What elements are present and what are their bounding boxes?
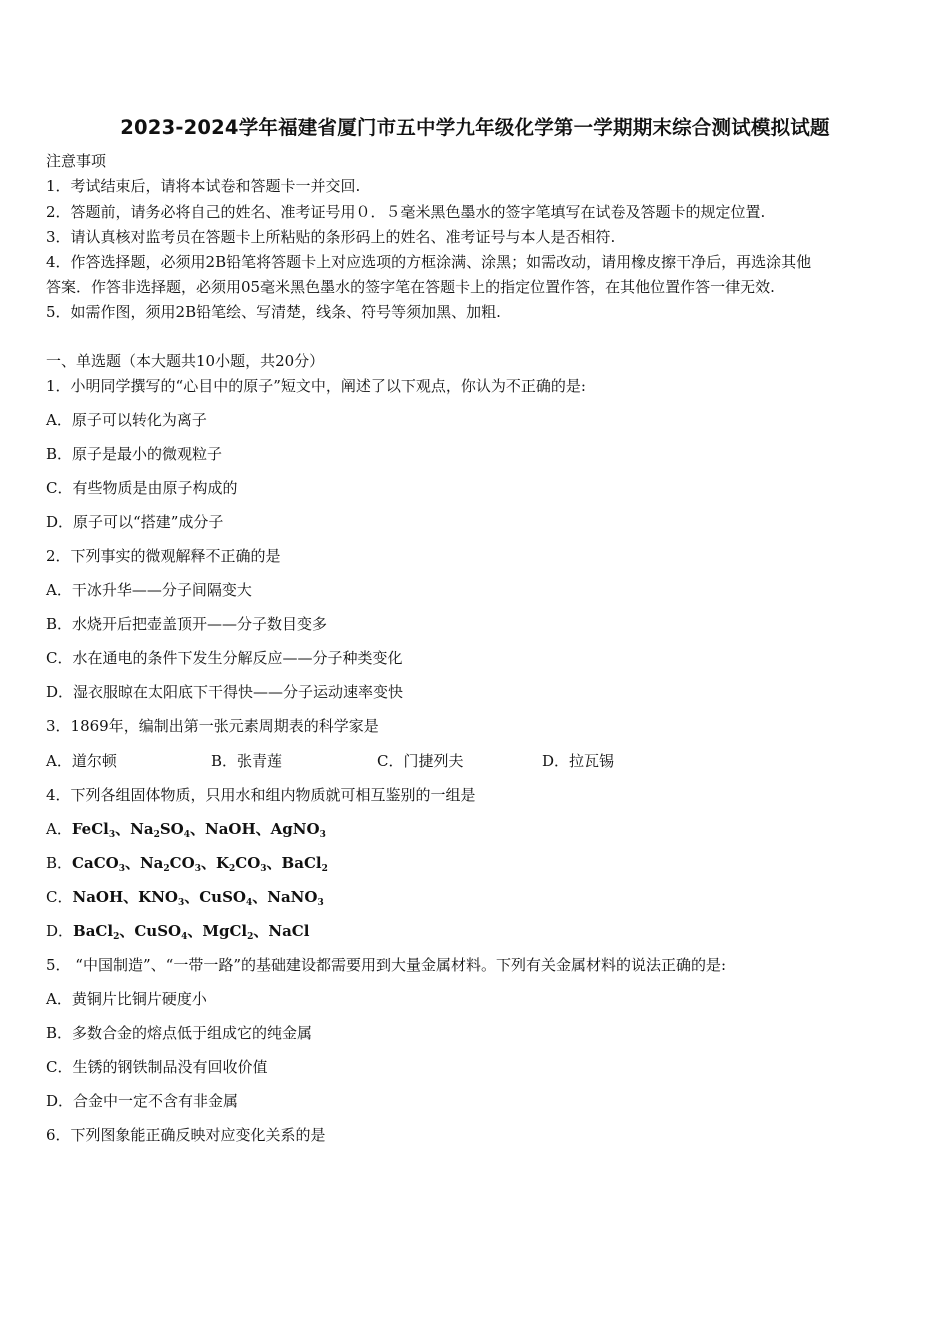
formula-text: FeCl [71, 820, 109, 838]
question-2-option-b: B．水烧开后把壶盖顶开——分子数目变多 [46, 615, 328, 633]
question-3-option-b: B．张青莲 [211, 752, 283, 770]
formula-text: BaCl [73, 922, 114, 940]
formula-subscript: 2 [229, 864, 236, 874]
formula-text: SO [159, 820, 184, 838]
question-3-option-d: D．拉瓦锡 [542, 752, 615, 770]
notice-item-1: 1．考试结束后，请将本试卷和答题卡一并交回. [46, 177, 361, 195]
question-2-option-c: C．水在通电的条件下发生分解反应——分子种类变化 [46, 649, 403, 667]
question-4-option-a [46, 819, 326, 845]
formula-subscript: 3 [118, 864, 125, 874]
formula-subscript: 2 [247, 932, 254, 942]
question-5-option-d: D．合金中一定不含有非金属 [46, 1092, 239, 1110]
question-4-option-d [46, 921, 309, 947]
formula-text: 、NaOH、AgNO [190, 820, 320, 838]
question-1-option-a: A．原子可以转化为离子 [46, 411, 207, 429]
formula-text: 、BaCl [266, 854, 322, 872]
question-5-option-a: A．黄铜片比铜片硬度小 [46, 990, 207, 1008]
question-1-option-c: C．有些物质是由原子构成的 [46, 479, 238, 497]
formula-text: 、NaNO [252, 888, 318, 906]
question-2-option-a: A．干冰升华——分子间隔变大 [46, 581, 252, 599]
option-label: C． [46, 888, 73, 906]
question-4-stem: 4．下列各组固体物质，只用水和组内物质就可相互鉴别的一组是 [46, 786, 476, 804]
notice-heading: 注意事项 [46, 152, 107, 170]
formula-subscript: 2 [113, 932, 120, 942]
question-5-option-b: B．多数合金的熔点低于组成它的纯金属 [46, 1024, 313, 1042]
question-1-option-d: D．原子可以“搭建”成分子 [46, 513, 224, 531]
question-3-stem: 3．1869年，编制出第一张元素周期表的科学家是 [46, 717, 379, 735]
formula-subscript: 3 [260, 864, 267, 874]
notice-item-4: 4．作答选择题，必须用2B铅笔将答题卡上对应选项的方框涂满、涂黑；如需改动，请用橡皮擦干净后，再选涂其他 [46, 253, 812, 271]
page-title: 2023-2024学年福建省厦门市五中学九年级化学第一学期期末综合测试模拟试题 [120, 116, 830, 139]
formula-text: CO [169, 854, 195, 872]
formula-subscript: 3 [177, 898, 185, 908]
option-label: B． [46, 854, 73, 872]
formula-subscript: 2 [321, 864, 328, 874]
question-5-stem: 5． “中国制造”、“一带一路”的基础建设都需要用到大量金属材料。下列有关金属材料的说法正确的是: [46, 956, 727, 974]
formula-subscript: 3 [317, 898, 324, 908]
option-label: A． [46, 820, 72, 838]
question-4-option-b [46, 853, 328, 879]
formula-text: 、K [200, 854, 229, 872]
notice-item-5: 5．如需作图，须用2B铅笔绘、写清楚，线条、符号等须加黑、加粗. [46, 303, 501, 321]
notice-item-2: 2．答题前，请务必将自己的姓名、准考证号用０．５毫米黑色墨水的签字笔填写在试卷及答题卡的规定位置. [46, 203, 766, 221]
question-1-option-b: B．原子是最小的微观粒子 [46, 445, 223, 463]
formula-text: CO [235, 854, 261, 872]
formula-text: 、CuSO [119, 922, 182, 940]
question-3-option-a: A．道尔顿 [46, 752, 117, 770]
formula-text: 、MgCl [187, 922, 248, 940]
formula-subscript: 4 [183, 830, 190, 840]
notice-item-4-cont: 答案．作答非选择题，必须用05毫米黑色墨水的签字笔在答题卡上的指定位置作答，在其他位置作答一律无效. [46, 278, 775, 296]
question-1-stem: 1．小明同学撰写的“心目中的原子”短文中，阐述了以下观点，你认为不正确的是: [46, 377, 586, 395]
formula-subscript: 4 [245, 898, 253, 908]
notice-item-3: 3．请认真核对监考员在答题卡上所粘贴的条形码上的姓名、准考证号与本人是否相符. [46, 228, 616, 246]
formula-text: NaOH、KNO [72, 888, 178, 906]
formula-text: 、Na [124, 854, 164, 872]
formula-subscript: 3 [319, 830, 326, 840]
option-label: D． [46, 922, 74, 940]
question-3-option-c: C．门捷列夫 [377, 752, 464, 770]
question-2-stem: 2．下列事实的微观解释不正确的是 [46, 547, 281, 565]
formula-text: 、CuSO [184, 888, 246, 906]
question-5-option-c: C．生锈的钢铁制品没有回收价值 [46, 1058, 268, 1076]
formula-subscript: 2 [153, 830, 160, 840]
formula-subscript: 2 [163, 864, 170, 874]
formula-text: 、NaCl [253, 922, 310, 940]
formula-text: 、Na [115, 820, 154, 838]
question-4-option-c [46, 887, 324, 913]
formula-subscript: 3 [194, 864, 201, 874]
question-2-option-d: D．湿衣服晾在太阳底下干得快——分子运动速率变快 [46, 683, 404, 701]
section-heading: 一、单选题（本大题共10小题，共20分） [46, 352, 325, 370]
formula-subscript: 4 [181, 932, 188, 942]
formula-subscript: 3 [108, 830, 116, 840]
question-6-stem: 6．下列图象能正确反映对应变化关系的是 [46, 1126, 326, 1144]
formula-text: CaCO [72, 854, 119, 872]
